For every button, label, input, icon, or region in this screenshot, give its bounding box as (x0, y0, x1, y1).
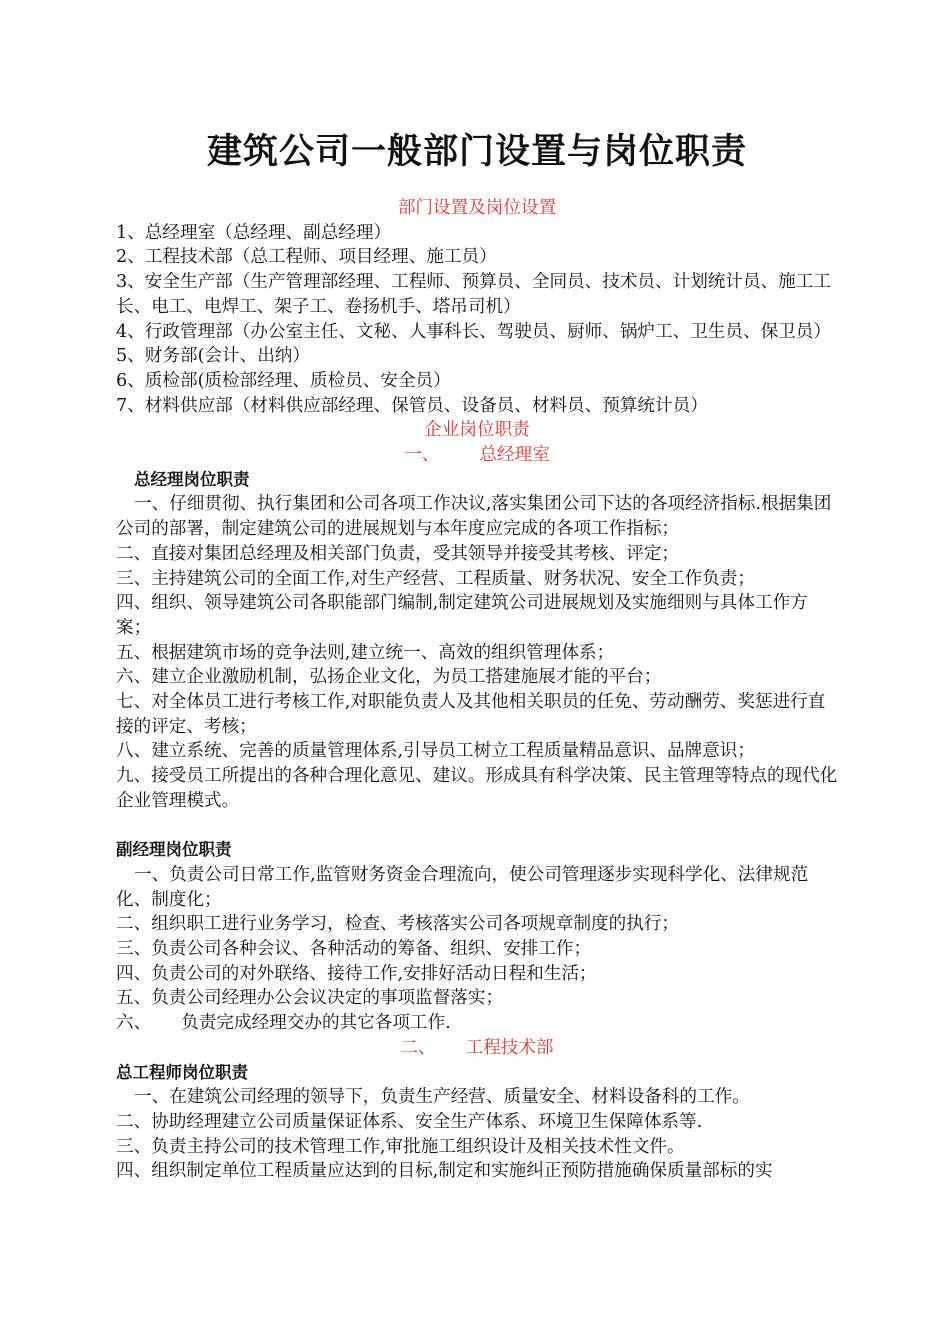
list-item: 一、在建筑公司经理的领导下，负责生产经营、质量安全、材料设备科的工作。 (134, 1087, 750, 1108)
list-item: 六、建立企业激励机制，弘扬企业文化，为员工搭建施展才能的平台； (116, 667, 662, 688)
list-item: 3、安全生产部（生产管理部经理、工程师、预算员、全同员、技术员、计划统计员、施工工长、电工、电焊工、架子工、卷扬机手、塔吊司机） (116, 272, 831, 317)
list-item: 三、负责公司各种会议、各种活动的筹备、组织、安排工作； (116, 939, 592, 960)
part1-number: 一、 (404, 445, 440, 466)
list-item: 七、对全体员工进行考核工作,对职能负责人及其他相关职员的任免、劳动酬劳、奖惩进行直接的评定、考核； (116, 692, 826, 737)
document-body (116, 196, 838, 1184)
ce-duty-heading: 总工程师岗位职责 (116, 1062, 248, 1082)
dept-heading: 部门设置及岗位设置 (397, 198, 557, 218)
list-item: 二、组织职工进行业务学习，检查、考核落实公司各项规章制度的执行； (116, 914, 680, 935)
duty-heading: 企业岗位职责 (424, 420, 530, 441)
list-item: 1、总经理室（总经理、副总经理） (116, 222, 392, 243)
list-item: 2、工程技术部（总工程师、项目经理、施工员） (116, 247, 497, 268)
list-item: 九、接受员工所提出的各种合理化意见、建议。形成具有科学决策、民主管理等特点的现代化企业管理模式。 (116, 766, 838, 811)
list-item: 二、直接对集团总经理及相关部门负责，受其领导并接受其考核、评定； (116, 543, 680, 564)
list-item: 5、财务部(会计、出纳） (116, 346, 310, 367)
part2-number: 二、 (400, 1037, 436, 1058)
part2-heading (116, 1036, 838, 1061)
list-item: 4、行政管理部（办公室主任、文秘、人事科长、驾驶员、厨师、锅炉工、卫生员、保卫员） (116, 321, 831, 342)
list-item: 二、协助经理建立公司质量保证体系、安全生产体系、环境卫生保障体系等. (116, 1112, 703, 1132)
vgm-duty-heading: 副经理岗位职责 (116, 840, 232, 860)
list-item: 八、建立系统、完善的质量管理体系,引导员工树立工程质量精品意识、品牌意识； (116, 741, 755, 762)
list-item: 三、主持建筑公司的全面工作,对生产经营、工程质量、财务状况、安全工作负责； (116, 568, 755, 589)
list-item: 三、负责主持公司的技术管理工作,审批施工组织设计及相关技术性文件。 (116, 1136, 685, 1157)
list-item: 四、负责公司的对外联络、接待工作,安排好活动日程和生活； (116, 963, 597, 984)
blank-line (116, 814, 838, 839)
part1-heading (116, 443, 838, 468)
part2-name: 工程技术部 (465, 1037, 554, 1058)
list-item: 6、质检部(质检部经理、质检员、安全员） (116, 370, 451, 391)
list-item: 六、 负责完成经理交办的其它各项工作. (116, 1013, 451, 1034)
part1-name: 总经理室 (479, 445, 550, 466)
list-item: 一、仔细贯彻、执行集团和公司各项工作决议,落实集团公司下达的各项经济指标.根据集团公司的部署，制定建筑公司的进展规划与本年度应完成的各项工作指标； (116, 494, 832, 540)
list-item: 五、根据建筑市场的竞争法则,建立统一、高效的组织管理体系； (116, 642, 615, 663)
page-title: 建筑公司一般部门设置与岗位职责 (206, 131, 747, 172)
list-item: 7、材料供应部（材料供应部经理、保管员、设备员、材料员、预算统计员） (116, 395, 708, 416)
gm-duty-heading: 总经理岗位职责 (134, 469, 250, 489)
list-item: 五、负责公司经理办公会议决定的事项监督落实； (116, 988, 504, 1009)
list-item: 四、组织、领导建筑公司各职能部门编制,制定建筑公司进展规划及实施细则与具体工作方案； (116, 593, 808, 638)
list-item: 四、组织制定单位工程质量应达到的目标,制定和实施纠正预防措施确保质量部标的实 (116, 1161, 773, 1182)
list-item: 一、负责公司日常工作,监管财务资金合理流向，使公司管理逐步实现科学化、法律规范化、制度化； (116, 864, 809, 910)
